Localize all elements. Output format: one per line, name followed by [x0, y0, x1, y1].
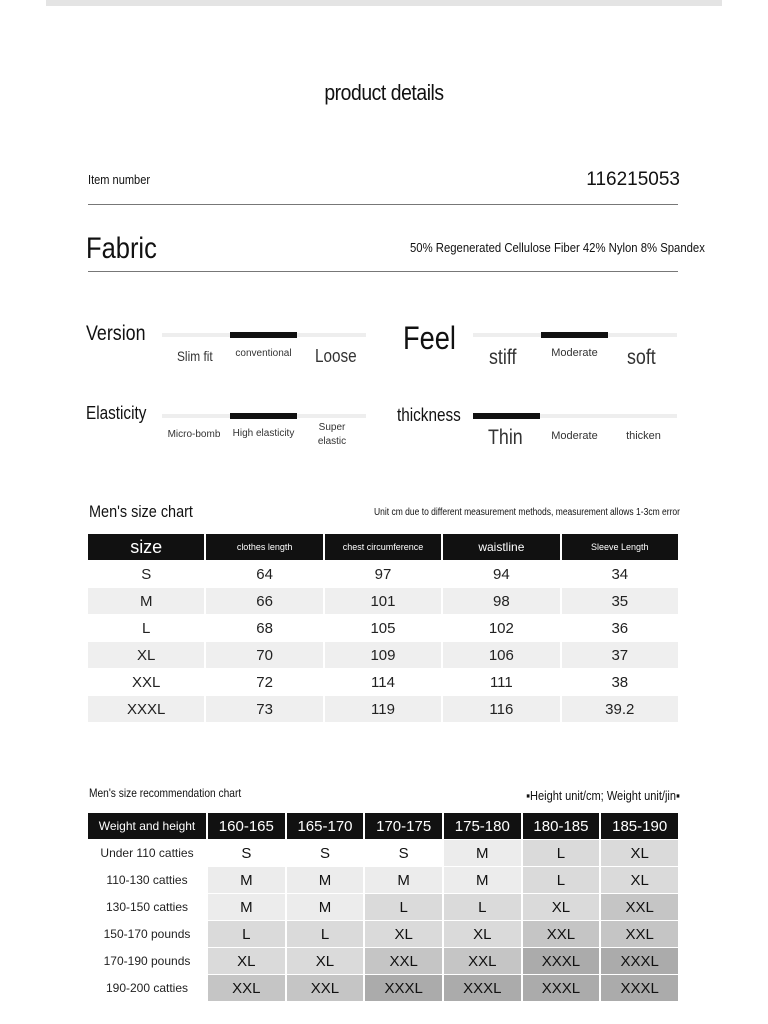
- size-chart-cell: M: [88, 588, 204, 614]
- recommendation-size-cell: XXL: [365, 948, 442, 974]
- recommendation-size-cell: M: [208, 867, 285, 893]
- recommendation-size-cell: M: [287, 894, 364, 920]
- recommendation-size-cell: M: [287, 867, 364, 893]
- size-header-waist: waistline: [443, 534, 559, 560]
- fabric-divider: [88, 271, 678, 272]
- size-chart-cell: 111: [489, 673, 513, 691]
- recommendation-size-cell: XL: [601, 867, 678, 893]
- recommendation-height-header: 175-180: [444, 813, 521, 839]
- feel-scale-indicator: [541, 332, 608, 338]
- top-divider: [46, 0, 722, 6]
- size-chart-cell: 34: [611, 565, 629, 583]
- fabric-label: Fabric: [86, 232, 157, 265]
- size-chart-row: [88, 669, 678, 695]
- size-header-sleeve: Sleeve Length: [562, 534, 678, 560]
- recommendation-size-cell: XXL: [601, 921, 678, 947]
- size-header-chest: chest circumference: [325, 534, 441, 560]
- elasticity-scale-indicator: [230, 413, 297, 419]
- size-chart-cell: 70: [206, 642, 322, 668]
- recommendation-size-cell: L: [287, 921, 364, 947]
- size-chart-cell: XL: [88, 642, 204, 668]
- size-chart-table: [86, 533, 680, 723]
- recommendation-size-cell: XXL: [523, 921, 600, 947]
- recommendation-size-cell: XL: [208, 948, 285, 974]
- size-chart-row: [88, 588, 678, 614]
- recommendation-size-cell: XXL: [287, 975, 364, 1001]
- size-chart-row: [88, 561, 678, 587]
- item-number-value: 116215053: [586, 169, 680, 190]
- recommendation-size-cell: M: [365, 867, 442, 893]
- recommendation-row: [88, 921, 678, 947]
- recommendation-weight-label: 190-200 catties: [88, 975, 206, 1001]
- recommendation-size-cell: M: [444, 867, 521, 893]
- size-chart-row: [88, 696, 678, 722]
- recommendation-row: [88, 948, 678, 974]
- version-label: Version: [86, 322, 146, 345]
- size-chart-cell: 72: [256, 673, 273, 691]
- recommendation-height-header: 160-165: [208, 813, 285, 839]
- recommendation-size-cell: XXL: [444, 948, 521, 974]
- thickness-label: thickness: [397, 405, 461, 425]
- recommendation-size-cell: L: [444, 894, 521, 920]
- recommendation-size-cell: XXL: [601, 894, 678, 920]
- size-chart-cell: 101: [325, 588, 441, 614]
- fabric-value: 50% Regenerated Cellulose Fiber 42% Nylon 8% Spandex: [410, 240, 705, 255]
- version-option-3: Loose: [315, 346, 357, 366]
- size-chart-row: [88, 615, 678, 641]
- size-chart-note: Unit cm due to different measurement methods, measurement allows 1-3cm error: [374, 507, 680, 518]
- recommendation-size-cell: XL: [523, 894, 600, 920]
- thickness-option-3: thicken: [626, 430, 661, 442]
- size-chart-cell: 106: [443, 642, 559, 668]
- size-chart-cell: S: [141, 565, 152, 583]
- recommendation-size-cell: XL: [601, 840, 678, 866]
- version-option-1: Slim fit: [177, 348, 213, 364]
- recommendation-size-cell: XXXL: [601, 975, 678, 1001]
- size-chart-row: [88, 642, 678, 668]
- recommendation-weight-label: 150-170 pounds: [88, 921, 206, 947]
- recommendation-weight-label: 110-130 catties: [88, 867, 206, 893]
- size-chart-cell: 109: [325, 642, 441, 668]
- size-chart-cell: 94: [493, 565, 510, 583]
- feel-label: Feel: [403, 320, 456, 356]
- thickness-option-1: Thin: [488, 426, 523, 449]
- recommendation-row: [88, 975, 678, 1001]
- size-chart-cell: 114: [371, 673, 395, 691]
- size-chart-cell: 39.2: [562, 696, 678, 722]
- recommendation-height-header: 170-175: [365, 813, 442, 839]
- recommendation-height-header: 165-170: [287, 813, 364, 839]
- size-chart-title: Men's size chart: [89, 502, 193, 521]
- page-title: product details: [324, 80, 444, 105]
- size-header-size: size: [88, 534, 204, 560]
- recommendation-height-header: 185-190: [601, 813, 678, 839]
- recommendation-title: Men's size recommendation chart: [89, 786, 242, 800]
- size-chart-cell: 98: [443, 588, 559, 614]
- size-chart-cell: 97: [374, 565, 392, 583]
- size-chart-cell: XXXL: [88, 696, 204, 722]
- recommendation-weight-label: Under 110 catties: [88, 840, 206, 866]
- elasticity-label: Elasticity: [86, 403, 147, 423]
- size-chart-cell: 73: [206, 696, 322, 722]
- size-chart-cell: 38: [611, 673, 629, 691]
- recommendation-size-cell: S: [365, 840, 442, 866]
- recommendation-size-cell: XXXL: [444, 975, 521, 1001]
- recommendation-weight-label: 130-150 catties: [88, 894, 206, 920]
- thickness-scale-indicator: [473, 413, 540, 419]
- elasticity-option-2: High elasticity: [232, 428, 295, 439]
- size-chart-cell: XXL: [132, 673, 161, 691]
- recommendation-size-cell: XL: [365, 921, 442, 947]
- recommendation-size-cell: XXXL: [523, 948, 600, 974]
- recommendation-size-cell: L: [523, 840, 600, 866]
- recommendation-size-cell: XXXL: [601, 948, 678, 974]
- size-chart-cell: 36: [611, 619, 629, 637]
- size-chart-cell: 64: [256, 565, 273, 583]
- recommendation-size-cell: L: [523, 867, 600, 893]
- recommendation-size-cell: M: [444, 840, 521, 866]
- recommendation-size-cell: L: [365, 894, 442, 920]
- item-divider: [88, 204, 678, 205]
- recommendation-height-header: 180-185: [523, 813, 600, 839]
- size-chart-cell: 116: [443, 696, 559, 722]
- size-chart-cell: L: [142, 619, 151, 637]
- size-chart-cell: 35: [562, 588, 678, 614]
- size-chart-cell: 37: [562, 642, 678, 668]
- recommendation-size-cell: S: [208, 840, 285, 866]
- size-header-length: clothes length: [206, 534, 322, 560]
- size-chart-cell: 105: [370, 619, 396, 637]
- recommendation-row: [88, 867, 678, 893]
- version-scale-indicator: [230, 332, 297, 338]
- feel-option-1: stiff: [489, 346, 517, 369]
- recommendation-weight-label: 170-190 pounds: [88, 948, 206, 974]
- recommendation-table: [86, 812, 680, 1002]
- elasticity-option-3: Super elastic: [317, 422, 347, 447]
- item-number-label: Item number: [88, 172, 151, 187]
- recommendation-row: [88, 894, 678, 920]
- recommendation-size-cell: XL: [287, 948, 364, 974]
- size-chart-cell: 68: [256, 619, 273, 637]
- recommendation-size-cell: S: [287, 840, 364, 866]
- recommendation-corner: Weight and height: [88, 813, 206, 839]
- recommendation-row: [88, 840, 678, 866]
- feel-option-2: Moderate: [551, 347, 598, 359]
- recommendation-size-cell: XXXL: [365, 975, 442, 1001]
- recommendation-note: ▪Height unit/cm; Weight unit/jin▪: [526, 788, 680, 803]
- elasticity-option-1: Micro-bomb: [167, 429, 221, 440]
- version-option-2: conventional: [235, 348, 292, 359]
- size-chart-cell: 66: [206, 588, 322, 614]
- recommendation-size-cell: XL: [444, 921, 521, 947]
- size-chart-cell: 102: [488, 619, 514, 637]
- recommendation-size-cell: XXL: [208, 975, 285, 1001]
- size-chart-cell: 119: [325, 696, 441, 722]
- recommendation-size-cell: L: [208, 921, 285, 947]
- thickness-option-2: Moderate: [551, 430, 598, 442]
- recommendation-size-cell: M: [208, 894, 285, 920]
- feel-option-3: soft: [627, 346, 656, 369]
- recommendation-size-cell: XXXL: [523, 975, 600, 1001]
